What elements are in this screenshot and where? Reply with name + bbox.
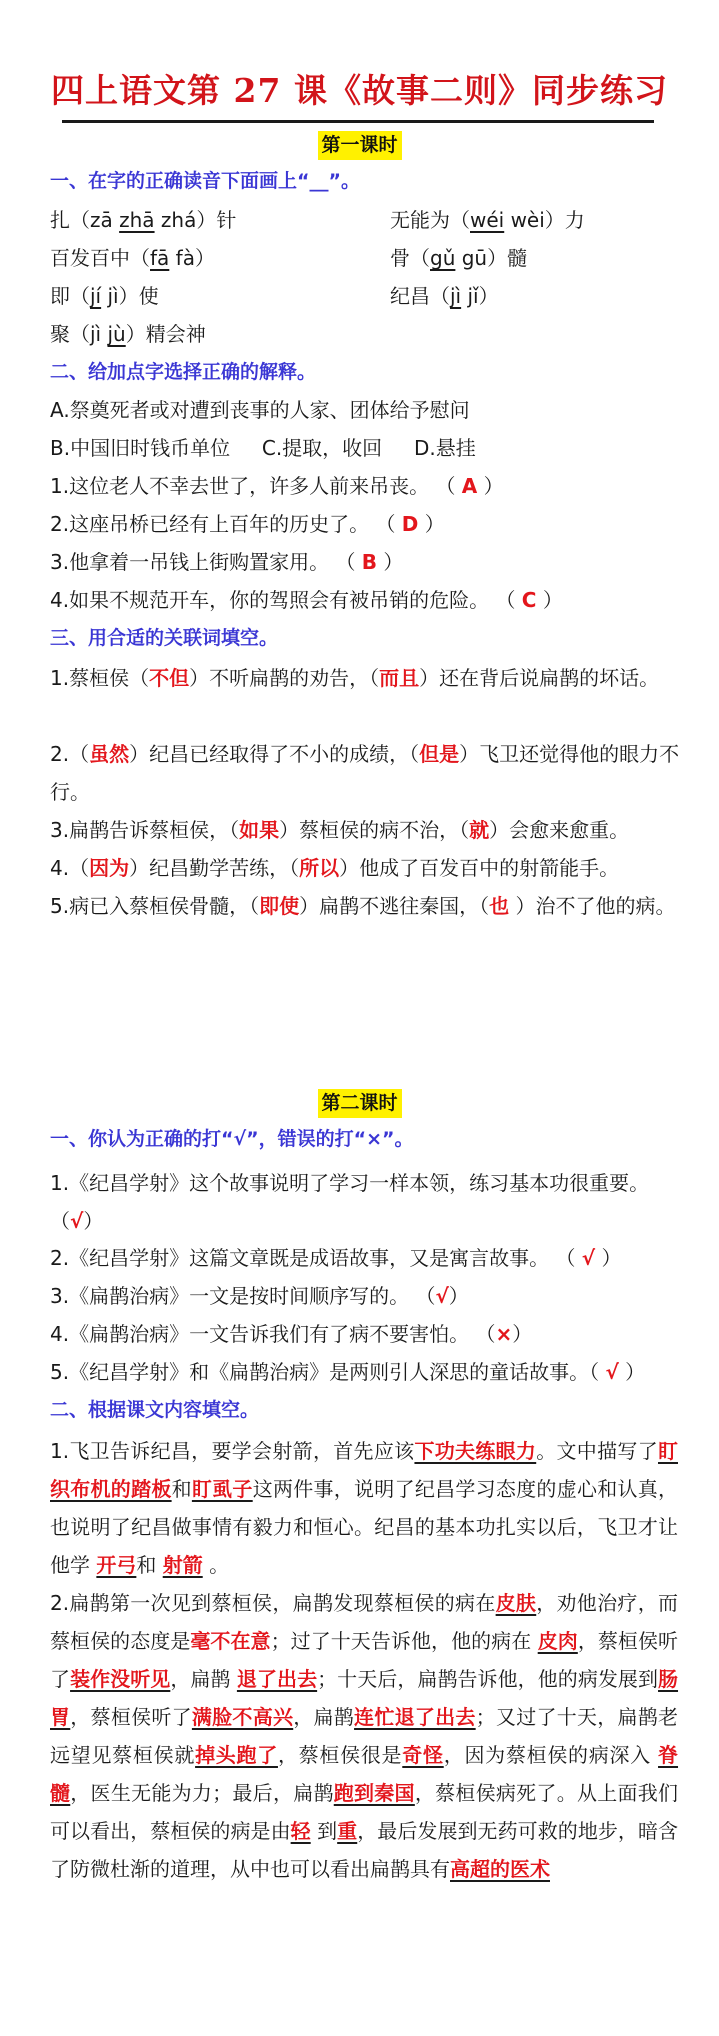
conjunction-question-4: 4.（因为）纪昌勤学苦练，（所以）他成了百发百中的射箭能手。 bbox=[50, 856, 620, 880]
meaning-question-4: 4.如果不规范开车，你的驾照会有被吊销的危险。 （ C ） bbox=[50, 588, 563, 612]
meaning-question-2: 2.这座吊桥已经有上百年的历史了。 （ D ） bbox=[50, 512, 445, 536]
pinyin-item-5: 即（jí jì）使 bbox=[50, 284, 159, 308]
lesson2-badge: 第二课时 bbox=[317, 1089, 401, 1118]
lesson1-section3-heading: 三、用合适的关联词填空。 bbox=[50, 627, 279, 649]
truefalse-question-5: 5.《纪昌学射》和《扁鹊治病》是两则引人深思的童话故事。（ √ ） bbox=[50, 1360, 646, 1384]
conjunction-question-3: 3.扁鹊告诉蔡桓侯，（如果）蔡桓侯的病不治，（就）会愈来愈重。 bbox=[50, 818, 630, 842]
pinyin-item-1: 扎（zā zhā zhá）针 bbox=[50, 208, 237, 232]
pinyin-row-3 bbox=[50, 282, 499, 310]
pinyin-row-1 bbox=[50, 206, 585, 234]
lesson1-section1-heading: 一、在字的正确读音下面画上“__”。 bbox=[50, 170, 360, 192]
truefalse-question-2: 2.《纪昌学射》这篇文章既是成语故事，又是寓言故事。 （ √ ） bbox=[50, 1246, 622, 1270]
pinyin-item-4: 骨（gǔ gū）髓 bbox=[390, 246, 528, 270]
fill-paragraph-2: 2.扁鹊第一次见到蔡桓侯，扁鹊发现蔡桓侯的病在皮肤，劝他治疗，而蔡桓侯的态度是毫不在意；过了十天告诉他，他的病在 皮肉，蔡桓侯听了装作没听见，扁鹊 退了出去；十天后，扁鹊告诉他，他的病发展到肠胃，蔡桓侯听了满脸不高兴，扁鹊连忙退了出去；又过了十天，扁鹊老远望见蔡桓侯就掉头跑了，蔡桓侯很是奇怪，因为蔡桓侯的病深入 脊髓，医生无能为力；最后，扁鹊跑到秦国，蔡桓侯病死了。从上面我们可以看出，蔡桓侯的病是由轻 到重，最后发展到无药可救的地步，暗含了防微杜渐的道理，从中也可以看出扁鹊具有高超的医术 bbox=[50, 1591, 679, 1881]
pinyin-row-4 bbox=[50, 320, 206, 348]
meaning-question-3: 3.他拿着一吊钱上街购置家用。 （ B ） bbox=[50, 550, 404, 574]
conjunction-question-2: 2.（虽然）纪昌已经取得了不小的成绩，（但是）飞卫还觉得他的眼力不行。 bbox=[50, 742, 680, 804]
lesson2-section2-heading: 二、根据课文内容填空。 bbox=[50, 1399, 260, 1421]
option-a: A.祭奠死者或对遭到丧事的人家、团体给予慰问 bbox=[50, 398, 470, 422]
truefalse-question-4: 4.《扁鹊治病》一文告诉我们有了病不要害怕。 （×） bbox=[50, 1322, 533, 1346]
conjunction-question-5: 5.病已入蔡桓侯骨髓，（即使）扁鹊不逃往秦国，（也 ）治不了他的病。 bbox=[50, 894, 676, 918]
lesson2-section1-heading: 一、你认为正确的打“√”，错误的打“×”。 bbox=[50, 1128, 414, 1150]
meaning-question-1: 1.这位老人不幸去世了，许多人前来吊丧。 （ A ） bbox=[50, 474, 504, 498]
options-bcd: B.中国旧时钱币单位 C.提取，收回 D.悬挂 bbox=[50, 436, 476, 460]
pinyin-item-7: 聚（jì jù）精会神 bbox=[50, 322, 206, 346]
lesson1-badge: 第一课时 bbox=[317, 131, 401, 160]
fill-paragraph-1: 1.飞卫告诉纪昌，要学会射箭，首先应该下功夫练眼力。文中描写了盯织布机的踏板和盯虱子这两件事，说明了纪昌学习态度的虚心和认真，也说明了纪昌做事情有毅力和恒心。纪昌的基本功扎实以后，飞卫才让他学 开弓和 射箭 。 bbox=[50, 1439, 679, 1577]
pinyin-row-2 bbox=[50, 244, 528, 272]
pinyin-item-2: 无能为（wéi wèi）力 bbox=[390, 208, 585, 232]
truefalse-question-1: 1.《纪昌学射》这个故事说明了学习一样本领，练习基本功很重要。（√） bbox=[50, 1171, 650, 1233]
title-divider bbox=[62, 120, 654, 123]
conjunction-question-1: 1.蔡桓侯（不但）不听扁鹊的劝告，（而且）还在背后说扁鹊的坏话。 bbox=[50, 666, 660, 690]
lesson1-section2-heading: 二、给加点字选择正确的解释。 bbox=[50, 361, 317, 383]
pinyin-item-3: 百发百中（fā fà） bbox=[50, 246, 215, 270]
truefalse-question-3: 3.《扁鹊治病》一文是按时间顺序写的。 （√） bbox=[50, 1284, 469, 1308]
pinyin-item-6: 纪昌（jì jǐ） bbox=[390, 284, 499, 308]
page-title: 四上语文第 27 课《故事二则》同步练习 bbox=[51, 71, 668, 110]
